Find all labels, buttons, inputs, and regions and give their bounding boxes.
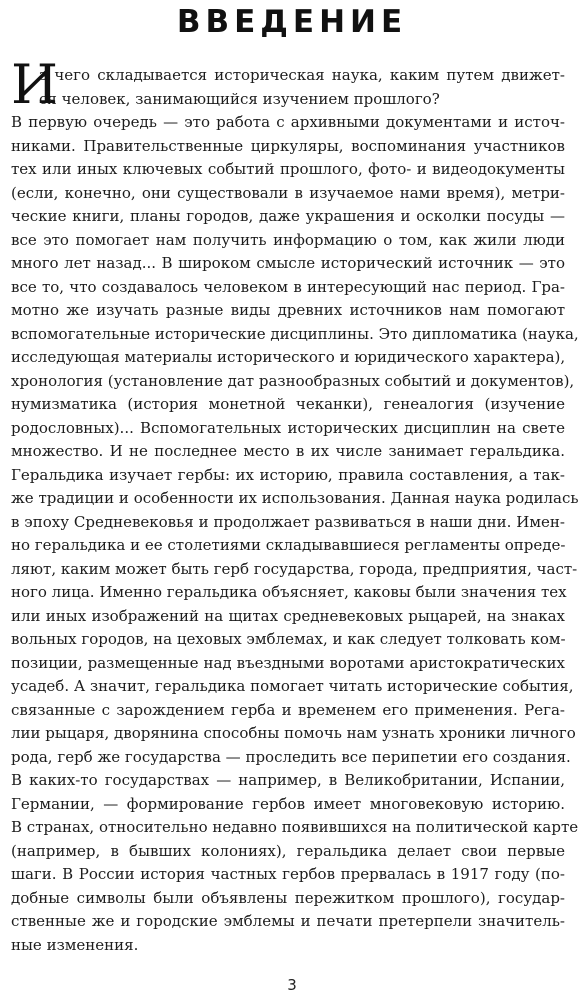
text-line: связанные с зарождением герба и временем его применения. Рега-	[11, 700, 565, 719]
text-line: усадеб. А значит, геральдика помогает читать исторические события,	[11, 677, 574, 695]
text-line: исследующая материалы исторического и юридического характера),	[11, 348, 566, 366]
text-line: же традиции и особенности их использования. Данная наука родилась	[11, 489, 579, 507]
text-line: В первую очередь — это работа с архивными документами и источ-	[11, 113, 565, 131]
text-line: з чего складывается историческая наука, каким путем движет-	[39, 66, 565, 84]
text-line: ческие книги, планы городов, даже украшения и осколки посуды —	[11, 207, 565, 225]
text-line: много лет назад... В широком смысле исторический источник — это	[11, 254, 565, 272]
text-line: все то, что создавалось человеком в интересующий нас период. Гра-	[11, 277, 565, 296]
body-text	[11, 53, 579, 957]
text-line: или иных изображений на щитах средневековых рыцарей, на знаках	[11, 606, 565, 625]
chapter-heading: ВВЕДЕНИЕ	[176, 4, 408, 40]
text-line: (например, в бывших колониях), геральдика делает свои первые	[11, 841, 565, 860]
text-line: нумизматика (история монетной чеканки), генеалогия (изучение	[11, 395, 565, 413]
text-line: вольных городов, на цеховых эмблемах, и как следует толковать ком-	[11, 630, 566, 648]
text-line: В странах, относительно недавно появившихся на политической карте	[11, 818, 579, 836]
text-line: в эпоху Средневековья и продолжает развиваться в наши дни. Имен-	[11, 512, 565, 531]
text-line: лии рыцаря, дворянина способны помочь нам узнать хроники личного	[11, 724, 576, 742]
text-line: ляют, каким может быть герб государства, города, предприятия, част-	[11, 559, 578, 578]
text-line: тех или иных ключевых событий прошлого, фото- и видеодокументы	[11, 160, 565, 178]
text-line: В каких-то государствах — например, в Великобритании, Испании,	[11, 771, 565, 789]
text-line: никами. Правительственные циркуляры, воспоминания участников	[11, 136, 565, 155]
text-line: ся человек, занимающийся изучением прошлого?	[39, 89, 440, 108]
text-line: мотно же изучать разные виды древних источников нам помогают	[11, 301, 565, 319]
page-number: 3	[287, 976, 297, 994]
text-line: вспомогательные исторические дисциплины. Это дипломатика (наука,	[11, 324, 579, 343]
text-line: (если, конечно, они существовали в изучаемое нами время), метри-	[11, 183, 565, 202]
text-line: рода, герб же государства — проследить все перипетии его создания.	[11, 747, 571, 766]
text-line: родословных)... Вспомогательных исторических дисциплин на свете	[11, 418, 565, 437]
text-line: но геральдика и ее столетиями складывавшиеся регламенты опреде-	[11, 536, 566, 554]
text-line: ственные же и городские эмблемы и печати претерпели значитель-	[11, 912, 565, 930]
drop-cap-letter: И	[11, 53, 59, 116]
text-line: все это помогает нам получить информацию о том, как жили люди	[11, 230, 565, 249]
text-line: добные символы были объявлены пережитком прошлого), государ-	[11, 888, 565, 907]
text-line: хронология (установление дат разнообразных событий и документов),	[11, 371, 575, 390]
text-line: позиции, размещенные над въездными воротами аристократических	[11, 653, 565, 672]
text-line: Геральдика изучает гербы: их историю, правила составления, а так-	[11, 465, 565, 484]
text-line: множество. И не последнее место в их числе занимает геральдика.	[11, 442, 565, 460]
text-line: шаги. В России история частных гербов прервалась в 1917 году (по-	[11, 865, 565, 883]
text-line: ные изменения.	[11, 935, 139, 954]
text-line: ного лица. Именно геральдика объясняет, каковы были значения тех	[11, 583, 567, 601]
text-line: Германии, — формирование гербов имеет многовековую историю.	[11, 794, 565, 813]
